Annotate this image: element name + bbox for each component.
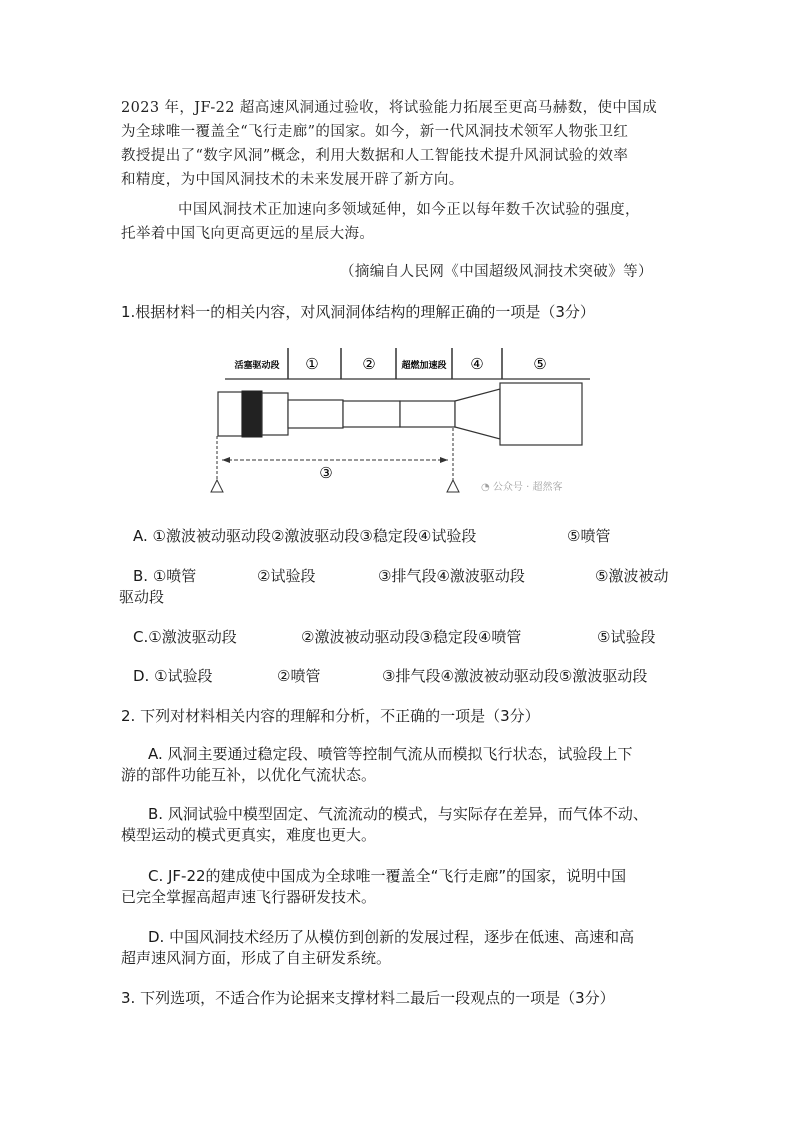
q1-option-b-part: ⑤激波被动 xyxy=(595,567,669,585)
support-triangle-right xyxy=(447,480,459,492)
q1-option-d: D. ①试验段 xyxy=(133,667,213,685)
text-line: 为全球唯一覆盖全“飞行走廊”的国家。如今，新一代风洞技术领军人物张卫红 xyxy=(121,124,629,140)
tunnel-driver-section xyxy=(262,393,288,435)
material-paragraph-2 xyxy=(121,198,681,246)
watermark-text: 公众号 · 超然客 xyxy=(492,482,563,493)
text-line: D. 中国风洞技术经历了从模仿到创新的发展过程，逐步在低速、高速和高 xyxy=(148,928,635,946)
label-circle-2: ② xyxy=(362,355,376,373)
source-citation: （摘编自人民网《中国超级风洞技术突破》等） xyxy=(340,264,653,280)
material-paragraph-1 xyxy=(121,96,681,192)
watermark xyxy=(481,478,562,493)
q1-option-c-part: ②激波被动驱动段③稳定段④喷管 xyxy=(301,628,522,646)
label-circle-5: ⑤ xyxy=(533,355,547,373)
text-line: 超声速风洞方面，形成了自主研发系统。 xyxy=(121,949,392,967)
text-line: 已完全掌握高超声速飞行器研发技术。 xyxy=(121,888,377,906)
text-line: 模型运动的模式更真实，难度也更大。 xyxy=(121,826,377,844)
tunnel-section-5 xyxy=(500,383,582,445)
q1-option-b-part: 驱动段 xyxy=(119,588,165,606)
question-3-stem: 3. 下列选项，不适合作为论据来支撑材料二最后一段观点的一项是（3分） xyxy=(121,989,615,1007)
label-circle-3: ③ xyxy=(319,464,333,482)
support-triangle-left xyxy=(211,480,223,492)
question-1-stem: 1.根据材料一的相关内容，对风洞洞体结构的理解正确的一项是（3分） xyxy=(121,303,595,321)
q1-option-b-part: ③排气段④激波驱动段 xyxy=(378,567,525,585)
wind-tunnel-diagram xyxy=(200,340,600,500)
q1-option-a-part: ⑤喷管 xyxy=(567,527,611,545)
label-piston-drive: 活塞驱动段 xyxy=(234,361,280,371)
text-line: 托举着中国飞向更高更远的星辰大海。 xyxy=(121,226,375,242)
text-line: B. 风洞试验中模型固定、气流流动的模式，与实际存在差异，而气体不动、 xyxy=(148,805,648,823)
label-circle-1: ① xyxy=(305,355,319,373)
q1-option-b: B. ①喷管 xyxy=(133,567,197,585)
text-line: 2023 年，JF-22 超高速风洞通过验收，将试验能力拓展至更高马赫数，使中国成 xyxy=(121,100,658,116)
text-line: C. JF-22的建成使中国成为全球唯一覆盖全“飞行走廊”的国家，说明中国 xyxy=(148,867,627,885)
label-scramjet-accel: 超燃加速段 xyxy=(401,361,447,371)
label-circle-4: ④ xyxy=(470,355,484,373)
tunnel-section-2 xyxy=(343,401,400,427)
tunnel-piston-section xyxy=(218,392,242,436)
text-line: 和精度，为中国风洞技术的未来发展开辟了新方向。 xyxy=(121,172,464,188)
text-line: 教授提出了“数字风洞”概念，利用大数据和人工智能技术提升风洞试验的效率 xyxy=(121,148,629,164)
arrowhead-right xyxy=(440,457,448,463)
q2-option-a xyxy=(121,744,691,786)
tunnel-dark-band xyxy=(242,391,262,437)
q1-option-c: C.①激波驱动段 xyxy=(133,628,237,646)
q1-option-c-part: ⑤试验段 xyxy=(597,628,656,646)
q1-option-d-part: ③排气段④激波被动驱动段⑤激波驱动段 xyxy=(382,667,648,685)
tunnel-section-1 xyxy=(288,400,343,428)
tunnel-section-accel xyxy=(400,401,455,427)
text-line: 游的部件功能互补，以优化气流状态。 xyxy=(121,766,377,784)
q1-option-a: A. ①激波被动驱动段②激波驱动段③稳定段④试验段 xyxy=(133,527,477,545)
q1-option-d-part: ②喷管 xyxy=(277,667,321,685)
q2-option-d xyxy=(121,927,691,969)
question-2-stem: 2. 下列对材料相关内容的理解和分析，不正确的一项是（3分） xyxy=(121,707,540,725)
q2-option-b xyxy=(121,804,691,846)
wechat-icon: ◔ xyxy=(481,482,493,493)
text-line: A. 风洞主要通过稳定段、喷管等控制气流从而模拟飞行状态，试验段上下 xyxy=(148,745,633,763)
q1-option-b-part: ②试验段 xyxy=(257,567,316,585)
tunnel-nozzle xyxy=(455,389,500,439)
text-line: 中国风洞技术正加速向多领域延伸，如今正以每年数千次试验的强度， xyxy=(178,202,640,218)
q2-option-c xyxy=(121,866,691,908)
arrowhead-left xyxy=(222,457,230,463)
